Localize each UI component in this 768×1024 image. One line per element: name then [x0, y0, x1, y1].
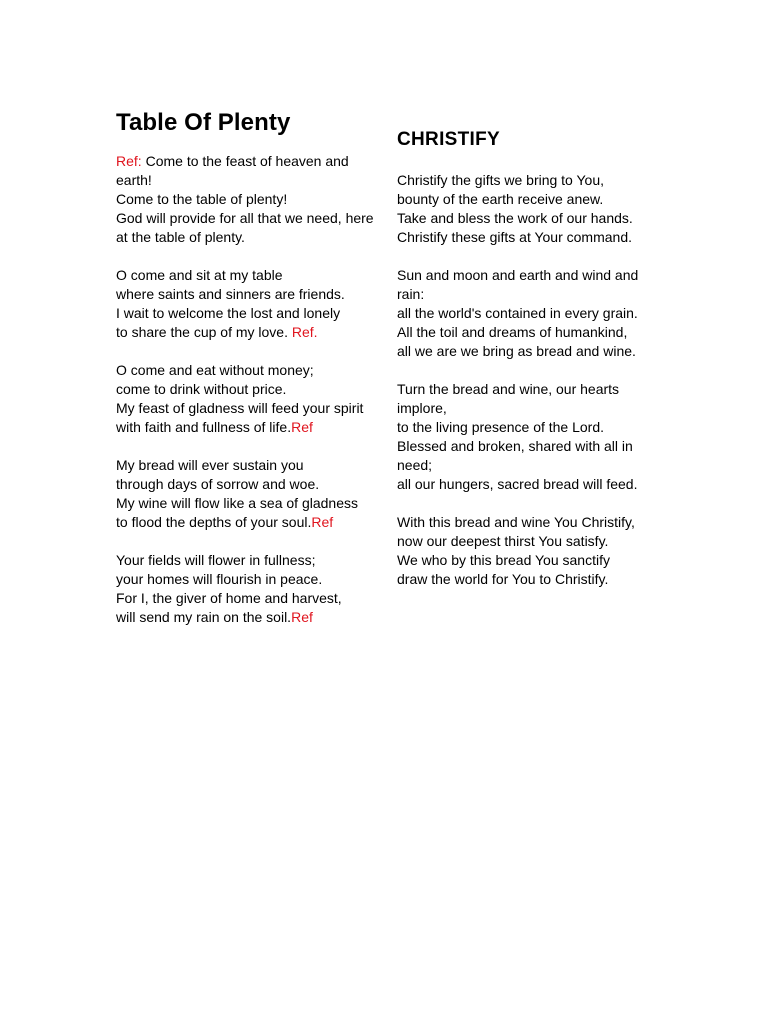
refrain-marker: Ref — [291, 609, 313, 625]
lyric-line — [397, 190, 653, 209]
lyric-text: will send my rain on the soil. — [116, 609, 292, 625]
lyric-line — [116, 551, 378, 570]
lyric-text: to flood the depths of your soul. — [116, 514, 312, 530]
lyric-text: to the living presence of the Lord. — [397, 419, 605, 435]
lyrics-body — [397, 171, 653, 589]
lyric-line — [397, 209, 653, 228]
lyric-line — [397, 228, 653, 247]
lyric-text: your homes will flourish in peace. — [116, 571, 323, 587]
stanza — [397, 513, 653, 589]
stanza — [397, 171, 653, 247]
song-title: CHRISTIFY — [397, 129, 500, 150]
lyric-text: My bread will ever sustain you — [116, 457, 304, 473]
lyric-line — [397, 342, 653, 361]
lyric-line — [116, 152, 378, 190]
lyric-line — [116, 589, 378, 608]
lyric-text: Take and bless the work of our hands. — [397, 210, 633, 226]
lyric-line — [116, 399, 378, 418]
lyric-line — [116, 209, 378, 247]
lyric-text: bounty of the earth receive anew. — [397, 191, 604, 207]
lyric-text: Christify the gifts we bring to You, — [397, 172, 604, 188]
lyric-line — [397, 551, 653, 570]
lyric-text: O come and eat without money; — [116, 362, 314, 378]
lyric-text: Your fields will flower in fullness; — [116, 552, 316, 568]
lyric-text: all we are we bring as bread and wine. — [397, 343, 636, 359]
lyric-text: come to drink without price. — [116, 381, 287, 397]
lyric-line — [397, 418, 653, 437]
lyric-line — [397, 304, 653, 323]
lyric-line — [397, 323, 653, 342]
lyric-line — [397, 171, 653, 190]
lyric-text: Come to the table of plenty! — [116, 191, 288, 207]
stanza — [116, 551, 378, 627]
lyric-text: Sun and moon and earth and wind and rain: — [397, 267, 639, 302]
refrain-marker: Ref — [291, 419, 313, 435]
stanza — [116, 266, 378, 342]
lyric-text: with faith and fullness of life. — [116, 419, 292, 435]
lyric-line — [397, 437, 653, 475]
lyric-text: all our hungers, sacred bread will feed. — [397, 476, 638, 492]
lyric-text: My feast of gladness will feed your spirit — [116, 400, 364, 416]
lyric-line — [116, 323, 378, 342]
stanza — [397, 266, 653, 361]
lyric-text: Blessed and broken, shared with all in need; — [397, 438, 633, 473]
lyric-line — [116, 475, 378, 494]
lyric-line — [116, 608, 378, 627]
lyric-text: all the world's contained in every grain. — [397, 305, 638, 321]
lyric-text: Come to the feast of heaven and earth! — [116, 153, 349, 188]
refrain-marker: Ref. — [291, 324, 318, 340]
lyric-text: With this bread and wine You Christify, — [397, 514, 635, 530]
lyric-line — [397, 532, 653, 551]
lyric-text: to share the cup of my love. — [116, 324, 292, 340]
lyric-line — [116, 570, 378, 589]
lyric-line — [116, 380, 378, 399]
lyric-line — [116, 513, 378, 532]
lyric-text: All the toil and dreams of humankind, — [397, 324, 628, 340]
lyric-text: now our deepest thirst You satisfy. — [397, 533, 609, 549]
lyric-line — [116, 361, 378, 380]
lyric-line — [397, 513, 653, 532]
lyric-text: where saints and sinners are friends. — [116, 286, 345, 302]
stanza — [116, 361, 378, 437]
stanza — [116, 456, 378, 532]
lyric-line — [397, 380, 653, 418]
lyric-text: Christify these gifts at Your command. — [397, 229, 632, 245]
lyric-line — [116, 285, 378, 304]
song-title: Table Of Plenty — [116, 109, 291, 136]
lyric-text: draw the world for You to Christify. — [397, 571, 609, 587]
stanza — [116, 152, 378, 247]
lyric-line — [116, 456, 378, 475]
lyric-line — [116, 494, 378, 513]
lyric-line — [116, 190, 378, 209]
refrain-marker: Ref — [311, 514, 334, 530]
lyric-text: Turn the bread and wine, our hearts implore, — [397, 381, 620, 416]
lyric-line — [397, 475, 653, 494]
lyric-line — [397, 266, 653, 304]
lyric-text: I wait to welcome the lost and lonely — [116, 305, 341, 321]
lyric-text: O come and sit at my table — [116, 267, 283, 283]
lyric-text: We who by this bread You sanctify — [397, 552, 610, 568]
lyrics-body — [116, 152, 378, 627]
lyric-line — [116, 304, 378, 323]
lyric-text: God will provide for all that we need, here at the table of plenty. — [116, 210, 374, 245]
lyric-line — [116, 266, 378, 285]
lyric-text: For I, the giver of home and harvest, — [116, 590, 342, 606]
song-table-of-plenty — [116, 106, 378, 646]
song-christify — [397, 126, 653, 608]
lyric-line — [116, 418, 378, 437]
lyric-text: My wine will flow like a sea of gladness — [116, 495, 358, 511]
lyric-line — [397, 570, 653, 589]
refrain-marker: Ref: — [116, 153, 146, 169]
lyric-text: through days of sorrow and woe. — [116, 476, 320, 492]
stanza — [397, 380, 653, 494]
